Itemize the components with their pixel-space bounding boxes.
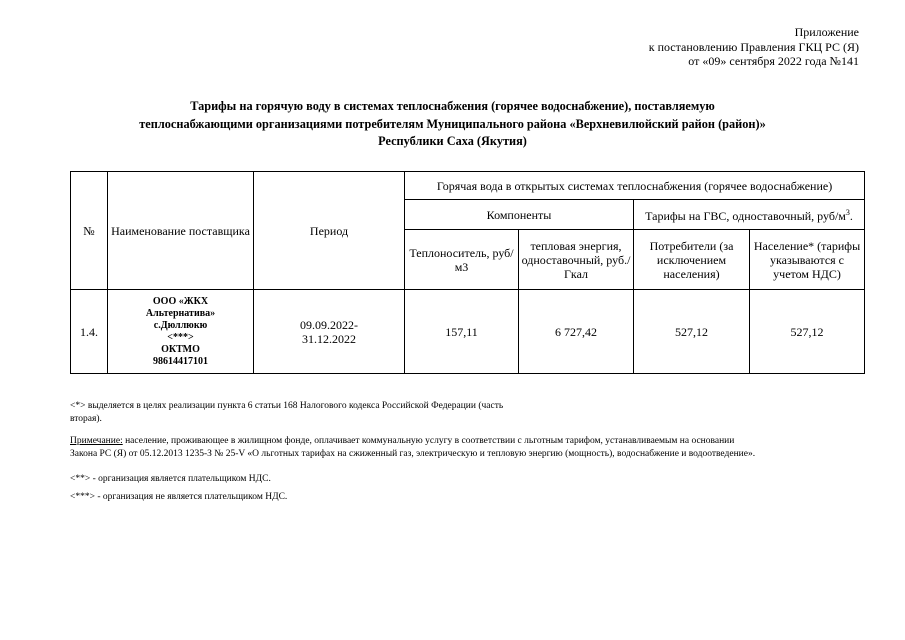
header-tariffs [634,200,865,230]
header-hot-water-group: Горячая вода в открытых системах теплоснабжения (горячее водоснабжение) [405,172,865,200]
header-population: Население* (тарифы указываются с учетом НДС) [750,230,865,290]
annex-line-2: к постановлению Правления ГКЦ РС (Я) [648,39,859,54]
annex-line-3: от «09» сентября 2022 года №141 [688,54,859,68]
footnote-vat-line-1: <*> выделяется в целях реализации пункта 6 статьи 168 Налогового кодекса Российской Федерации (часть [70,401,504,411]
header-tariffs-sup: 3 [845,208,850,217]
header-components: Компоненты [405,200,634,230]
title-line-1: Тарифы на горячую воду в системах теплоснабжения (горячее водоснабжение), поставляемую [190,99,715,113]
footnote-vat-line-2: вторая). [70,414,102,424]
note-population-line-2: Закона РС (Я) от 05.12.2013 1235-З № 25-V «О льготных тарифах на сжиженный газ, электрическую и тепловую энергию (мощность), водоснабжение и водоотведение». [70,449,756,459]
title-line-2: теплоснабжающими организациями потребителям Муниципального района «Верхневилюйский район (район)» [139,116,766,131]
annex-line-1: Приложение [794,25,859,39]
table-row [71,290,865,374]
period-line-1: 09.09.2022- [300,317,358,332]
period-line-2: 31.12.2022 [302,331,356,346]
supplier-line-6: 98614417101 [153,355,208,367]
note-population-text: население, проживающее в жилищном фонде, оплачивает коммунальную услугу в соответствии с льготным тарифом, устанавливаемым на основании [122,436,735,446]
header-heat-energy: тепловая энергия, одноставочный, руб./Гкал [519,230,634,290]
cell-supplier [108,290,254,374]
tariff-table [70,171,865,374]
footnote-vat [70,400,503,426]
header-supplier: Наименование поставщика [108,172,254,290]
cell-number: 1.4. [71,290,108,374]
note-label: Примечание: [70,436,123,446]
note-population [70,435,755,461]
cell-consumers: 527,12 [634,290,750,374]
header-consumers: Потребители (за исключением населения) [634,230,750,290]
annex-header [649,25,859,69]
supplier-line-4: <***> [167,331,194,343]
supplier-line-5: ОКТМО [161,343,200,355]
footnote-non-vat-payer: <***> - организация не является плательщиком НДС. [70,492,288,502]
header-tariffs-text: Тарифы на ГВС, одноставочный, руб/м [645,209,846,223]
header-heat-carrier: Теплоноситель, руб/м3 [405,230,519,290]
supplier-line-1: ООО «ЖКХ [152,295,209,307]
supplier-line-3: с.Дюллюкю [153,319,208,331]
supplier-line-2: Альтернатива» [145,307,216,319]
document-title [0,98,905,151]
cell-population: 527,12 [750,290,865,374]
cell-heat-energy: 6 727,42 [519,290,634,374]
title-line-3: Республики Саха (Якутия) [378,134,527,148]
header-number: № [71,172,108,290]
cell-heat-carrier: 157,11 [405,290,519,374]
note-population-line-1 [70,435,755,448]
header-period: Период [254,172,405,290]
header-tariffs-end: . [849,209,853,223]
footnote-vat-payer: <**> - организация является плательщиком НДС. [70,474,271,484]
cell-period [254,290,405,374]
